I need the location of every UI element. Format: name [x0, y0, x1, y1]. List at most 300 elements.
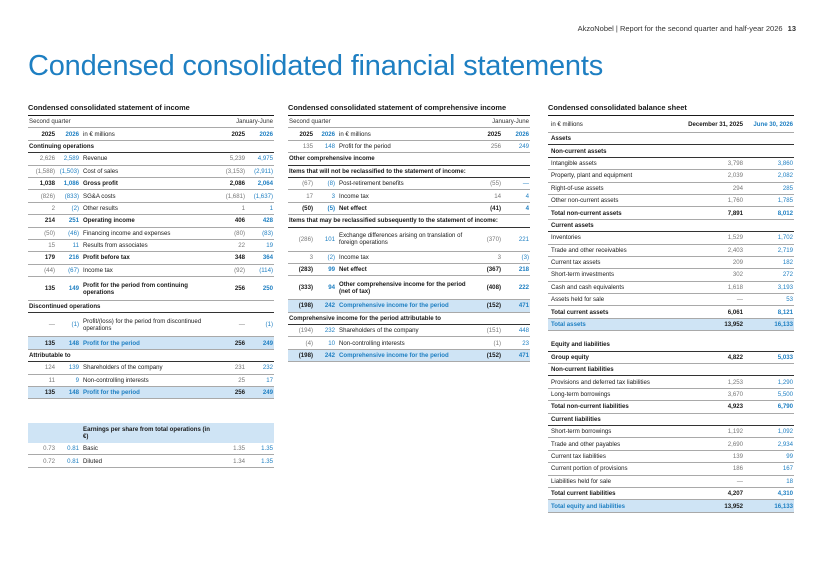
value-h-2026: 249: [246, 387, 274, 399]
value-q-2026: (46): [56, 227, 80, 239]
line-item-label: Non-controlling interests: [336, 337, 472, 349]
value-q-2026: (1,503): [56, 165, 80, 177]
balance-row: [548, 256, 794, 268]
value-jun-2026: 53: [744, 294, 794, 306]
line-item-label: Profit for the period: [80, 337, 216, 349]
value-h-2026: 222: [502, 276, 530, 300]
value-dec-2025: —: [682, 294, 744, 306]
value-h-2025: 406: [216, 215, 246, 227]
line-item-label: Total current assets: [548, 306, 682, 318]
col-header-q-2026: 2026: [314, 128, 336, 140]
value-jun-2026: 16,133: [744, 500, 794, 512]
statement-row: [28, 190, 274, 202]
value-dec-2025: 2,403: [682, 244, 744, 256]
col-header-h-2026: 2026: [246, 128, 274, 140]
balance-row: [548, 388, 794, 400]
value-jun-2026: 3,193: [744, 281, 794, 293]
period-row: [288, 116, 530, 128]
value-dec-2025: 4,923: [682, 401, 744, 413]
value-h-2026: (2,911): [246, 165, 274, 177]
statement-row: [28, 202, 274, 214]
section-heading: Current assets: [548, 219, 794, 231]
value-q-2025: 15: [28, 239, 56, 251]
value-jun-2026: 182: [744, 256, 794, 268]
value-q-2026: (2): [314, 251, 336, 263]
col-header-unit: in € millions: [548, 116, 682, 133]
line-item-label: Trade and other payables: [548, 438, 682, 450]
line-item-label: Provisions and deferred tax liabilities: [548, 376, 682, 388]
statement-row: [288, 300, 530, 312]
line-item-label: Exchange differences arising on translation of foreign operations: [336, 227, 472, 251]
value-h-2026: 471: [502, 349, 530, 361]
value-h-2025: 1.34: [216, 455, 246, 467]
col-header-q-2025: 2025: [28, 128, 56, 140]
statement-row: [28, 239, 274, 251]
statement-row: [28, 277, 274, 301]
value-h-2025: (92): [216, 264, 246, 276]
value-q-2026: (5): [314, 202, 336, 214]
line-item-label: Inventories: [548, 232, 682, 244]
comprehensive-income-table: [288, 116, 530, 362]
line-item-label: Total equity and liabilities: [548, 500, 682, 512]
value-h-2025: (152): [472, 349, 502, 361]
line-item-label: Total assets: [548, 318, 682, 330]
balance-row: [548, 194, 794, 206]
line-item-label: Comprehensive income for the period: [336, 349, 472, 361]
value-dec-2025: 1,192: [682, 425, 744, 437]
eps-header-spacer: [28, 423, 80, 443]
value-dec-2025: 6,061: [682, 306, 744, 318]
value-h-2026: 1: [246, 202, 274, 214]
eps-label: Basic: [80, 443, 216, 455]
section-heading-row: [288, 153, 530, 165]
value-jun-2026: 1,785: [744, 194, 794, 206]
value-h-2025: (370): [472, 227, 502, 251]
value-h-2026: 232: [246, 362, 274, 374]
line-item-label: Total non-current assets: [548, 207, 682, 219]
value-h-2025: 256: [216, 277, 246, 301]
value-jun-2026: 3,860: [744, 157, 794, 169]
line-item-label: Property, plant and equipment: [548, 170, 682, 182]
statement-row: [288, 349, 530, 361]
line-item-label: Profit/(loss) for the period from discontinued operations: [80, 313, 216, 337]
value-q-2026: 9: [56, 374, 80, 386]
line-item-label: Right-of-use assets: [548, 182, 682, 194]
value-jun-2026: 167: [744, 463, 794, 475]
value-q-2026: 10: [314, 337, 336, 349]
value-q-2025: 214: [28, 215, 56, 227]
value-q-2025: 2: [28, 202, 56, 214]
page-title: Condensed consolidated financial statements: [28, 50, 603, 82]
value-jun-2026: 272: [744, 269, 794, 281]
value-h-2025: (408): [472, 276, 502, 300]
value-h-2025: (80): [216, 227, 246, 239]
value-q-2025: (826): [28, 190, 56, 202]
value-h-2026: (114): [246, 264, 274, 276]
value-q-2026: 0.81: [56, 443, 80, 455]
statement-row: [288, 190, 530, 202]
period-left-label: Second quarter: [28, 116, 216, 128]
statement-row: [288, 140, 530, 152]
statement-row: [28, 374, 274, 386]
value-q-2025: (194): [288, 325, 314, 337]
balance-row: [548, 232, 794, 244]
balance-row: [548, 450, 794, 462]
value-dec-2025: 1,760: [682, 194, 744, 206]
value-jun-2026: 1,092: [744, 425, 794, 437]
section-heading-row: [548, 219, 794, 231]
section-heading: Other comprehensive income: [288, 153, 530, 165]
value-h-2026: 19: [246, 239, 274, 251]
value-h-2026: 448: [502, 325, 530, 337]
value-q-2025: 135: [28, 387, 56, 399]
section-heading-row: [288, 312, 530, 324]
period-right-label: January-June: [472, 116, 530, 128]
balance-row: [548, 500, 794, 512]
statement-row: [288, 325, 530, 337]
running-title: AkzoNobel | Report for the second quarter and half-year 2026: [577, 24, 783, 33]
balance-sheet-title: Condensed consolidated balance sheet: [548, 103, 794, 116]
value-h-2026: (83): [246, 227, 274, 239]
value-h-2026: —: [502, 177, 530, 189]
line-item-label: Results from associates: [80, 239, 216, 251]
value-q-2026: (67): [56, 264, 80, 276]
page-number: 13: [787, 24, 796, 33]
value-h-2026: 4: [502, 202, 530, 214]
section-heading-row: [288, 165, 530, 177]
value-q-2026: 94: [314, 276, 336, 300]
line-item-label: SG&A costs: [80, 190, 216, 202]
period-right-label: January-June: [216, 116, 274, 128]
value-h-2025: (151): [472, 325, 502, 337]
balance-row: [548, 294, 794, 306]
value-jun-2026: 2,082: [744, 170, 794, 182]
statement-row: [288, 337, 530, 349]
value-dec-2025: 209: [682, 256, 744, 268]
income-statement-title: Condensed consolidated statement of income: [28, 103, 274, 116]
value-h-2026: 428: [246, 215, 274, 227]
section-heading: Items that may be reclassified subsequently to the statement of income:: [288, 215, 530, 227]
value-h-2026: (1,637): [246, 190, 274, 202]
value-dec-2025: 1,618: [682, 281, 744, 293]
statement-row: [28, 337, 274, 349]
value-h-2026: 471: [502, 300, 530, 312]
line-item-label: Cost of sales: [80, 165, 216, 177]
value-q-2025: (333): [288, 276, 314, 300]
value-jun-2026: 4,310: [744, 487, 794, 499]
value-jun-2026: 6,790: [744, 401, 794, 413]
col-header-h-2025: 2025: [472, 128, 502, 140]
statement-row: [288, 177, 530, 189]
section-heading: Discontinued operations: [28, 301, 274, 313]
statement-row: [28, 362, 274, 374]
value-q-2026: 101: [314, 227, 336, 251]
value-h-2025: 2,086: [216, 177, 246, 189]
comprehensive-income-statement: [288, 103, 530, 362]
section-heading: Assets: [548, 133, 794, 145]
balance-sheet: [548, 103, 794, 513]
value-q-2026: (1): [56, 313, 80, 337]
value-h-2025: 1.35: [216, 443, 246, 455]
line-item-label: Income tax: [336, 251, 472, 263]
col-header-unit: in € millions: [336, 128, 472, 140]
value-dec-2025: 186: [682, 463, 744, 475]
value-h-2025: 1: [216, 202, 246, 214]
value-h-2025: (3,153): [216, 165, 246, 177]
value-q-2025: (1,588): [28, 165, 56, 177]
line-item-label: Non-controlling interests: [80, 374, 216, 386]
value-h-2026: 249: [502, 140, 530, 152]
eps-header-row: [28, 423, 274, 443]
value-q-2026: 3: [314, 190, 336, 202]
line-item-label: Profit for the period: [336, 140, 472, 152]
col-header-dec-2025: December 31, 2025: [682, 116, 744, 133]
value-q-2026: 149: [56, 277, 80, 301]
line-item-label: Profit before tax: [80, 252, 216, 264]
value-h-2025: 14: [472, 190, 502, 202]
value-q-2025: 135: [28, 337, 56, 349]
period-left-label: Second quarter: [288, 116, 472, 128]
value-q-2025: 124: [28, 362, 56, 374]
spacer-row: [548, 331, 794, 340]
section-heading-row: [548, 339, 794, 351]
value-q-2026: 0.81: [56, 455, 80, 467]
value-q-2025: (50): [288, 202, 314, 214]
balance-row: [548, 351, 794, 363]
value-dec-2025: 4,207: [682, 487, 744, 499]
line-item-label: Long-term borrowings: [548, 388, 682, 400]
line-item-label: Short-term borrowings: [548, 425, 682, 437]
value-dec-2025: 13,952: [682, 500, 744, 512]
value-h-2025: 231: [216, 362, 246, 374]
value-h-2025: (152): [472, 300, 502, 312]
value-dec-2025: 3,670: [682, 388, 744, 400]
value-q-2025: (44): [28, 264, 56, 276]
value-q-2025: —: [28, 313, 56, 337]
line-item-label: Current tax assets: [548, 256, 682, 268]
line-item-label: Comprehensive income for the period: [336, 300, 472, 312]
line-item-label: Trade and other receivables: [548, 244, 682, 256]
statement-row: [28, 313, 274, 337]
section-heading: Equity and liabilities: [548, 339, 794, 351]
balance-row: [548, 170, 794, 182]
value-dec-2025: 294: [682, 182, 744, 194]
value-h-2025: 5,239: [216, 153, 246, 165]
value-q-2025: (286): [288, 227, 314, 251]
value-jun-2026: 99: [744, 450, 794, 462]
value-q-2025: 135: [288, 140, 314, 152]
value-jun-2026: 2,934: [744, 438, 794, 450]
value-dec-2025: 4,822: [682, 351, 744, 363]
line-item-label: Group equity: [548, 351, 682, 363]
line-item-label: Revenue: [80, 153, 216, 165]
value-q-2025: (283): [288, 263, 314, 275]
line-item-label: Other results: [80, 202, 216, 214]
section-heading-row: [288, 215, 530, 227]
line-item-label: Net effect: [336, 202, 472, 214]
value-dec-2025: 302: [682, 269, 744, 281]
value-jun-2026: 8,121: [744, 306, 794, 318]
statement-row: [288, 276, 530, 300]
balance-sheet-table: [548, 116, 794, 513]
value-h-2026: 1.35: [246, 455, 274, 467]
balance-row: [548, 475, 794, 487]
value-q-2026: 216: [56, 252, 80, 264]
balance-row: [548, 401, 794, 413]
value-h-2025: —: [216, 313, 246, 337]
line-item-label: Total non-current liabilities: [548, 401, 682, 413]
value-h-2025: (1,681): [216, 190, 246, 202]
value-q-2025: (50): [28, 227, 56, 239]
value-q-2025: (4): [288, 337, 314, 349]
balance-row: [548, 306, 794, 318]
line-item-label: Shareholders of the company: [80, 362, 216, 374]
col-header-unit: in € millions: [80, 128, 216, 140]
value-h-2026: 1.35: [246, 443, 274, 455]
value-q-2026: 232: [314, 325, 336, 337]
value-dec-2025: —: [682, 475, 744, 487]
statement-row: [28, 252, 274, 264]
line-item-label: Liabilities held for sale: [548, 475, 682, 487]
value-q-2026: (8): [314, 177, 336, 189]
value-h-2026: 250: [246, 277, 274, 301]
value-jun-2026: 2,719: [744, 244, 794, 256]
line-item-label: Profit for the period: [80, 387, 216, 399]
value-q-2026: 242: [314, 349, 336, 361]
balance-row: [548, 463, 794, 475]
section-heading-row: [548, 413, 794, 425]
statement-row: [28, 177, 274, 189]
column-header-row: [288, 128, 530, 140]
value-dec-2025: 1,529: [682, 232, 744, 244]
statement-row: [28, 227, 274, 239]
value-q-2025: 1,038: [28, 177, 56, 189]
balance-row: [548, 182, 794, 194]
value-h-2026: 2,064: [246, 177, 274, 189]
line-item-label: Income tax: [336, 190, 472, 202]
value-h-2026: (1): [246, 313, 274, 337]
value-h-2026: 221: [502, 227, 530, 251]
section-heading-row: [548, 133, 794, 145]
balance-row: [548, 425, 794, 437]
value-h-2026: 249: [246, 337, 274, 349]
value-h-2026: 17: [246, 374, 274, 386]
line-item-label: Current portion of provisions: [548, 463, 682, 475]
eps-header-spacer: [216, 423, 274, 443]
value-jun-2026: 5,033: [744, 351, 794, 363]
col-header-h-2026: 2026: [502, 128, 530, 140]
line-item-label: Income tax: [80, 264, 216, 276]
eps-row: [28, 455, 274, 467]
value-q-2025: 17: [288, 190, 314, 202]
value-jun-2026: 8,012: [744, 207, 794, 219]
value-q-2026: 148: [314, 140, 336, 152]
value-h-2025: (55): [472, 177, 502, 189]
col-header-jun-2026: June 30, 2026: [744, 116, 794, 133]
value-h-2025: (1): [472, 337, 502, 349]
section-heading: Non-current assets: [548, 145, 794, 157]
section-heading: Current liabilities: [548, 413, 794, 425]
value-q-2026: 242: [314, 300, 336, 312]
section-heading-row: [28, 301, 274, 313]
value-h-2025: 256: [216, 337, 246, 349]
income-statement: [28, 103, 274, 399]
value-dec-2025: 2,690: [682, 438, 744, 450]
line-item-label: Current tax liabilities: [548, 450, 682, 462]
running-header: [578, 24, 796, 33]
line-item-label: Profit for the period from continuing operations: [80, 277, 216, 301]
line-item-label: Total current liabilities: [548, 487, 682, 499]
section-heading: Non-current liabilities: [548, 364, 794, 376]
line-item-label: Short-term investments: [548, 269, 682, 281]
eps-title: Earnings per share from total operations (in €): [80, 423, 216, 443]
balance-row: [548, 376, 794, 388]
line-item-label: Other comprehensive income for the period (net of tax): [336, 276, 472, 300]
line-item-label: Intangible assets: [548, 157, 682, 169]
value-q-2026: (2): [56, 202, 80, 214]
col-header-q-2025: 2025: [288, 128, 314, 140]
balance-row: [548, 438, 794, 450]
column-header-row: [28, 128, 274, 140]
value-dec-2025: 1,253: [682, 376, 744, 388]
section-heading-row: [548, 145, 794, 157]
statement-row: [288, 263, 530, 275]
value-dec-2025: 139: [682, 450, 744, 462]
column-header-row: [548, 116, 794, 133]
col-header-q-2026: 2026: [56, 128, 80, 140]
value-h-2025: 256: [472, 140, 502, 152]
value-q-2025: 3: [288, 251, 314, 263]
value-q-2025: 0.73: [28, 443, 56, 455]
balance-row: [548, 244, 794, 256]
spacer-cell: [548, 331, 794, 340]
statement-row: [28, 153, 274, 165]
line-item-label: Operating income: [80, 215, 216, 227]
value-jun-2026: 5,500: [744, 388, 794, 400]
statement-row: [28, 387, 274, 399]
value-h-2026: 23: [502, 337, 530, 349]
line-item-label: Assets held for sale: [548, 294, 682, 306]
value-q-2026: 99: [314, 263, 336, 275]
value-dec-2025: 7,891: [682, 207, 744, 219]
value-dec-2025: 2,039: [682, 170, 744, 182]
value-q-2025: 135: [28, 277, 56, 301]
value-h-2026: (3): [502, 251, 530, 263]
value-h-2025: 22: [216, 239, 246, 251]
statement-row: [28, 264, 274, 276]
value-q-2025: (198): [288, 300, 314, 312]
value-jun-2026: 1,702: [744, 232, 794, 244]
section-heading: Comprehensive income for the period attributable to: [288, 312, 530, 324]
statement-row: [28, 165, 274, 177]
value-h-2026: 364: [246, 252, 274, 264]
balance-row: [548, 157, 794, 169]
value-q-2025: 11: [28, 374, 56, 386]
value-h-2025: 348: [216, 252, 246, 264]
value-h-2026: 4,975: [246, 153, 274, 165]
line-item-label: Cash and cash equivalents: [548, 281, 682, 293]
section-heading: Items that will not be reclassified to the statement of income:: [288, 165, 530, 177]
value-h-2026: 218: [502, 263, 530, 275]
eps-table: [28, 423, 274, 468]
income-table: [28, 116, 274, 399]
value-q-2025: 179: [28, 252, 56, 264]
balance-row: [548, 207, 794, 219]
value-q-2026: 148: [56, 337, 80, 349]
value-jun-2026: 16,133: [744, 318, 794, 330]
balance-row: [548, 281, 794, 293]
value-h-2025: 25: [216, 374, 246, 386]
